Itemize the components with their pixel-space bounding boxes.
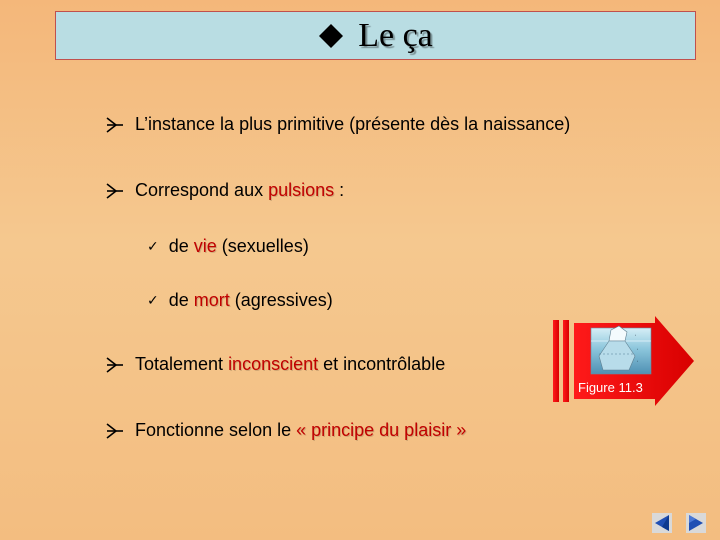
bullet-highlight: inconscient [228,354,319,374]
checkmark-icon: ✓ [147,238,159,255]
arrow-bullet-icon [105,423,127,439]
arrow-bullet-icon [105,183,127,199]
slide-title: Le ça [358,16,433,54]
arrow-bullet-icon [105,117,127,133]
bullet-item [105,354,445,375]
bullet-text-after: et incontrôlable [318,354,446,374]
bullet-text-before: Totalement [135,354,229,374]
sub-bullet-before: de [168,236,194,256]
bullet-item [105,180,344,201]
svg-text:•: • [635,333,637,337]
sub-bullet-highlight: mort [193,290,230,310]
sub-bullet-item [147,236,309,257]
sub-bullet-after: (agressives) [229,290,333,310]
arrow-bullet-icon [105,357,127,373]
bullet-item [105,420,466,441]
sub-bullet-item [147,290,333,311]
arrow-left-icon[interactable] [652,513,672,533]
bullet-item [105,114,570,135]
bullet-text-before: Fonctionne selon le [135,420,297,440]
sub-bullet-after: (sexuelles) [216,236,309,256]
sub-bullet-before: de [168,290,194,310]
diamond-bullet-icon [318,23,344,49]
bullet-text-before: Correspond aux [135,180,269,200]
svg-text:•: • [637,359,639,363]
checkmark-icon: ✓ [147,292,159,309]
bullet-text-after: : [334,180,345,200]
bullet-highlight: pulsions [268,180,335,200]
iceberg-thumbnail-icon [591,326,651,374]
figure-button-label[interactable]: Figure 11.3 [578,380,643,395]
bullet-text: L’instance la plus primitive (présente dès la naissance) [135,114,571,134]
sub-bullet-highlight: vie [193,236,217,256]
bullet-highlight: « principe du plaisir » [296,420,467,440]
slide-title-bar [55,11,696,60]
arrow-right-icon[interactable] [686,513,706,533]
svg-text:•: • [637,347,639,351]
